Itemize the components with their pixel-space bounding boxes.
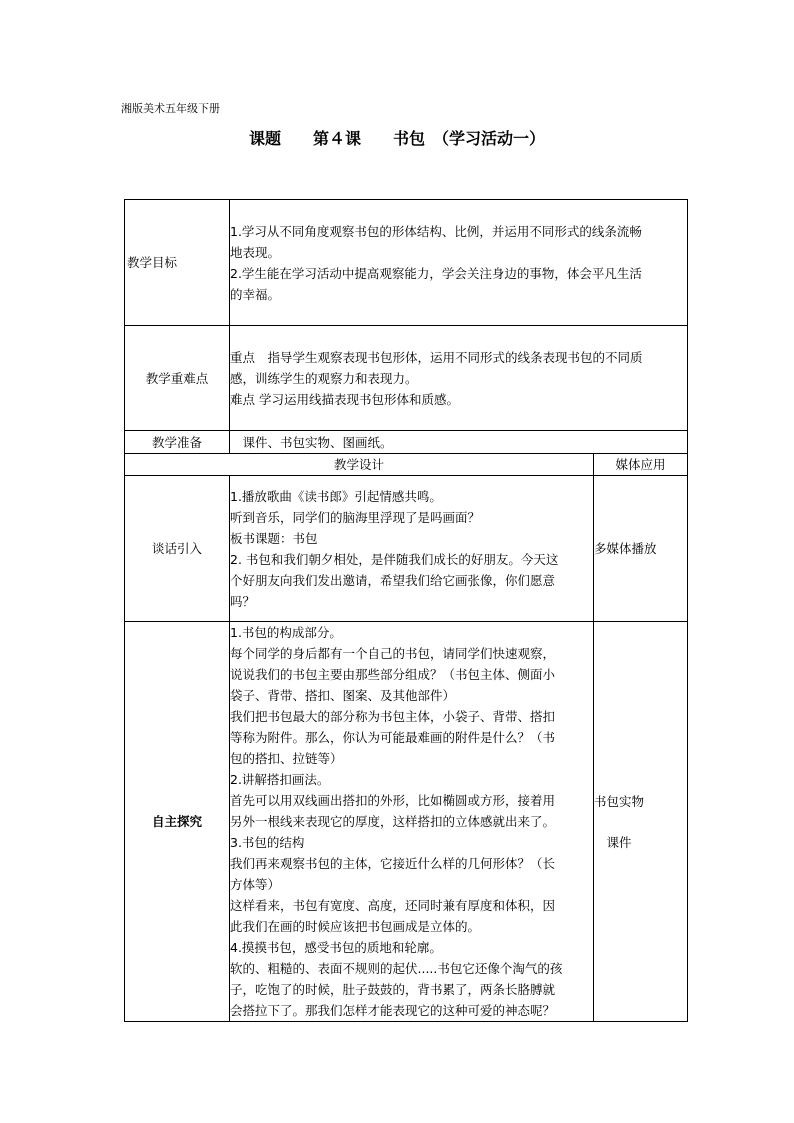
key-points-line: 感，训练学生的观察力和表现力。 [230, 370, 418, 386]
intro-line: 吗？ [230, 593, 256, 609]
intro-line: 2. 书包和我们朝夕相处，是伴随我们成长的好朋友。今天这 [230, 551, 559, 567]
explore-line: 我们把书包最大的部分称为书包主体，小袋子、背带、搭扣 [230, 709, 556, 724]
explore-line: 我们再来观察书包的主体，它接近什么样的几何形体？（长 [230, 856, 556, 871]
objectives-line: 2.学生能在学习活动中提高观察能力，学会关注身边的事物，体会平凡生活 [230, 265, 642, 281]
intro-line: 个好朋友向我们发出邀请，希望我们给它画张像，你们愿意 [230, 572, 556, 588]
explore-line: 另外一根线来表现它的厚度，这样搭扣的立体感就出来了。 [230, 814, 556, 829]
objectives-line: 1.学习从不同角度观察书包的形体结构、比例，并运用不同形式的线条流畅 [230, 223, 642, 239]
intro-line: 听到音乐，同学们的脑海里浮现了是吗画面？ [230, 509, 481, 525]
preparation-row [125, 431, 688, 454]
explore-media [594, 622, 688, 1022]
intro-line: 板书课题：书包 [230, 530, 318, 546]
design-header: 教学设计 [125, 454, 594, 476]
intro-row [125, 476, 688, 622]
key-points-line: 重点 指导学生观察表现书包形体，运用不同形式的线条表现书包的不同质 [230, 349, 643, 365]
explore-media-item: 书包实物 [594, 793, 645, 809]
explore-label: 自主探究 [125, 622, 230, 1022]
explore-media-item: 课件 [594, 834, 632, 850]
explore-line: 首先可以用双线画出搭扣的外形，比如椭圆或方形，接着用 [230, 793, 556, 808]
page-header: 湘版美术五年级下册 [121, 102, 220, 115]
explore-line: 1.书包的构成部分。 [230, 625, 342, 640]
explore-line: 2.讲解搭扣画法。 [230, 772, 330, 787]
key-points-row [125, 326, 688, 431]
explore-line: 子，吃饱了的时候，肚子鼓鼓的，背书累了，两条长胳膊就 [230, 982, 556, 997]
preparation-content: 课件、书包实物、图画纸。 [230, 431, 688, 454]
explore-line: 袋子、背带、搭扣、图案、及其他部件） [230, 688, 456, 703]
explore-line: 软的、粗糙的、表面不规则的起伏.....书包它还像个淘气的孩 [230, 961, 563, 976]
explore-line: 等称为附件。那么，你认为可能最难画的附件是什么？（书 [230, 730, 556, 745]
explore-line: 3.书包的结构 [230, 835, 305, 850]
key-points-line: 难点 学习运用线描表现书包形体和质感。 [230, 391, 459, 407]
explore-row [125, 622, 688, 1022]
explore-line: 4.摸摸书包，感受书包的质地和轮廓。 [230, 940, 442, 955]
lesson-plan-table [124, 199, 688, 1022]
media-header: 媒体应用 [594, 454, 688, 476]
explore-line: 此我们在画的时候应该把书包画成是立体的。 [230, 919, 481, 934]
explore-line: 这样看来，书包有宽度、高度，还同时兼有厚度和体积，因 [230, 898, 556, 913]
intro-content [230, 476, 594, 622]
explore-line: 会搭拉下了。那我们怎样才能表现它的这种可爱的神态呢？ [230, 1003, 556, 1018]
key-points-content [230, 326, 688, 431]
intro-line: 1.播放歌曲《读书郎》引起情感共鸣。 [230, 488, 442, 504]
explore-line: 每个同学的身后都有一个自己的书包，请同学们快速观察， [230, 646, 556, 661]
objectives-row [125, 200, 688, 326]
objectives-line: 的幸福。 [230, 286, 281, 302]
explore-line: 说说我们的书包主要由那些部分组成？（书包主体、侧面小 [230, 667, 556, 682]
preparation-label: 教学准备 [125, 431, 230, 454]
objectives-label: 教学目标 [125, 200, 230, 326]
lesson-title: 课题 第４课 书包 （学习活动一） [248, 129, 545, 148]
key-points-label: 教学重难点 [125, 326, 230, 431]
design-header-row [125, 454, 688, 476]
objectives-content [230, 200, 688, 326]
intro-media: 多媒体播放 [594, 476, 688, 622]
explore-line: 包的搭扣、拉链等） [230, 751, 343, 766]
intro-label: 谈话引入 [125, 476, 230, 622]
explore-content [230, 622, 594, 1022]
explore-line: 方体等） [230, 877, 281, 892]
objectives-line: 地表现。 [230, 244, 281, 260]
